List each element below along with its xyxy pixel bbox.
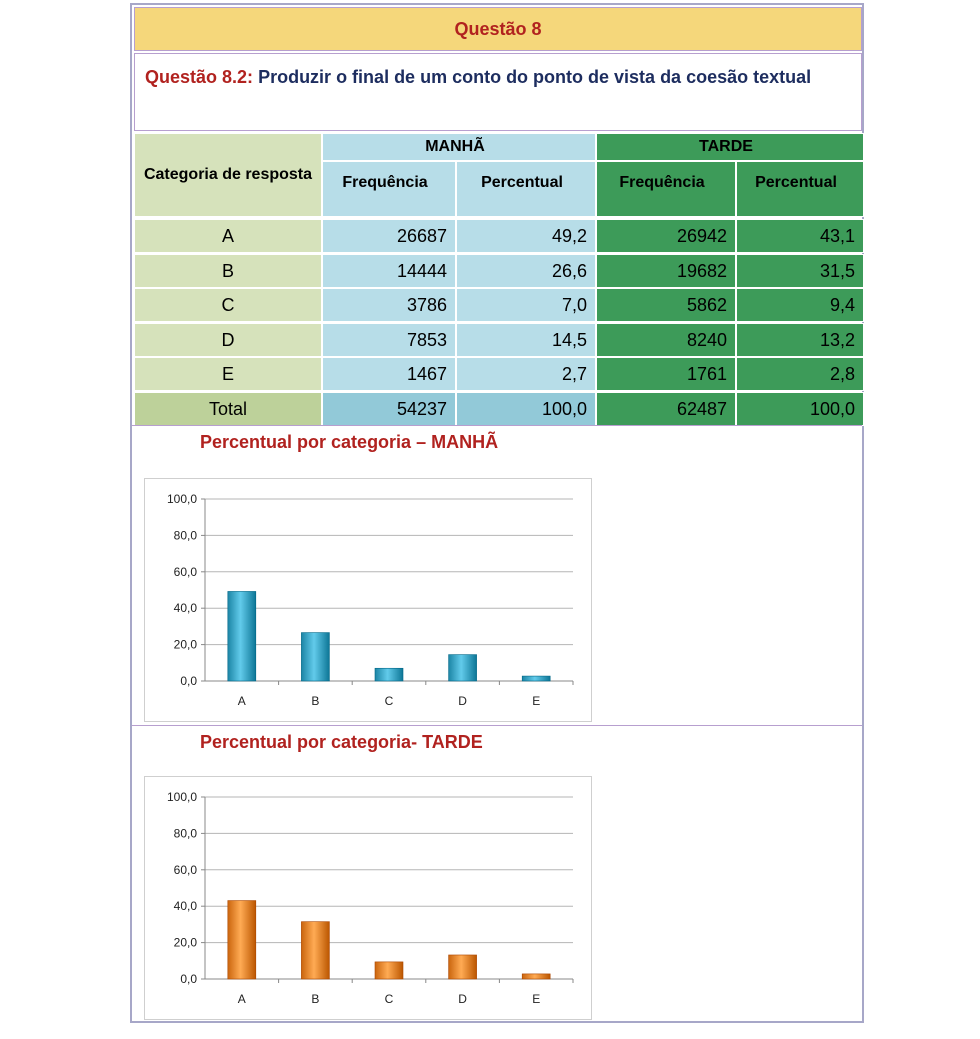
chart-block-manha bbox=[132, 425, 862, 725]
chart-title-manha: Percentual por categoria – MANHÃ bbox=[200, 432, 499, 452]
x-tick-label: B bbox=[311, 694, 320, 708]
table-row-category: B bbox=[134, 254, 322, 288]
table-row-category: C bbox=[134, 288, 322, 322]
y-tick-label: 40,0 bbox=[173, 899, 197, 914]
x-tick-label: C bbox=[384, 694, 394, 708]
group-header-tarde: TARDE bbox=[596, 133, 864, 161]
bar-A bbox=[228, 591, 256, 681]
table-row-category: A bbox=[134, 219, 322, 253]
table-cell-m-pct: 2,7 bbox=[456, 357, 596, 391]
table-cell-t-freq: 8240 bbox=[596, 323, 736, 357]
question-text: Produzir o final de um conto do ponto de vista da coesão textual bbox=[258, 67, 812, 87]
subheader-manha-frequencia: Frequência bbox=[322, 161, 456, 217]
y-tick-label: 20,0 bbox=[173, 935, 197, 950]
chart-title-tarde: Percentual por categoria- TARDE bbox=[200, 732, 483, 752]
panel-title: Questão 8 bbox=[134, 7, 862, 51]
bar-C bbox=[375, 668, 403, 681]
x-tick-label: E bbox=[532, 694, 541, 708]
table-cell-m-freq: 3786 bbox=[322, 288, 456, 322]
bar-C bbox=[375, 962, 403, 979]
x-tick-label: C bbox=[384, 992, 394, 1006]
total-cell-m-freq: 54237 bbox=[322, 392, 456, 426]
question-panel bbox=[130, 3, 864, 1023]
x-tick-label: A bbox=[237, 694, 246, 708]
y-tick-label: 0,0 bbox=[180, 674, 197, 688]
table-cell-m-pct: 7,0 bbox=[456, 288, 596, 322]
bar-E bbox=[522, 676, 550, 681]
y-tick-label: 60,0 bbox=[173, 862, 197, 877]
subheader-tarde-percentual: Percentual bbox=[736, 161, 864, 217]
subheader-tarde-frequencia: Frequência bbox=[596, 161, 736, 217]
bar-B bbox=[301, 922, 329, 979]
table-cell-t-pct: 43,1 bbox=[736, 219, 864, 253]
bar-D bbox=[449, 955, 477, 979]
question-statement bbox=[134, 53, 862, 131]
total-cell-t-freq: 62487 bbox=[596, 392, 736, 426]
category-header: Categoria de resposta bbox=[134, 133, 322, 217]
total-cell-t-pct: 100,0 bbox=[736, 392, 864, 426]
group-header-manha: MANHÃ bbox=[322, 133, 596, 161]
x-tick-label: B bbox=[311, 992, 320, 1006]
y-tick-label: 60,0 bbox=[173, 564, 197, 579]
bar-B bbox=[301, 633, 329, 681]
x-tick-label: D bbox=[458, 992, 467, 1006]
table-row-category: E bbox=[134, 357, 322, 391]
table-cell-t-pct: 2,8 bbox=[736, 357, 864, 391]
table-cell-m-freq: 14444 bbox=[322, 254, 456, 288]
table-cell-m-freq: 1467 bbox=[322, 357, 456, 391]
total-cell-m-pct: 100,0 bbox=[456, 392, 596, 426]
bar-chart-tarde bbox=[144, 776, 592, 1020]
x-tick-label: A bbox=[237, 992, 246, 1006]
x-tick-label: D bbox=[458, 694, 467, 708]
table-cell-t-pct: 13,2 bbox=[736, 323, 864, 357]
table-cell-t-freq: 1761 bbox=[596, 357, 736, 391]
bar-E bbox=[522, 974, 550, 979]
chart-svg-manha bbox=[145, 479, 593, 723]
table-cell-t-freq: 5862 bbox=[596, 288, 736, 322]
table-cell-m-freq: 7853 bbox=[322, 323, 456, 357]
y-tick-label: 100,0 bbox=[166, 790, 197, 804]
table-cell-t-pct: 9,4 bbox=[736, 288, 864, 322]
table-cell-m-pct: 26,6 bbox=[456, 254, 596, 288]
chart-block-tarde bbox=[132, 725, 862, 1021]
y-tick-label: 40,0 bbox=[173, 601, 197, 616]
table-cell-t-freq: 19682 bbox=[596, 254, 736, 288]
bar-D bbox=[449, 655, 477, 681]
y-tick-label: 20,0 bbox=[173, 637, 197, 652]
y-tick-label: 80,0 bbox=[173, 826, 197, 841]
question-label: Questão 8.2: bbox=[145, 67, 254, 87]
table-cell-t-freq: 26942 bbox=[596, 219, 736, 253]
table-cell-m-pct: 49,2 bbox=[456, 219, 596, 253]
subheader-manha-percentual: Percentual bbox=[456, 161, 596, 217]
y-tick-label: 0,0 bbox=[180, 972, 197, 986]
y-tick-label: 80,0 bbox=[173, 528, 197, 543]
bar-A bbox=[228, 901, 256, 979]
y-tick-label: 100,0 bbox=[166, 492, 197, 506]
bar-chart-manha bbox=[144, 478, 592, 722]
table-cell-m-freq: 26687 bbox=[322, 219, 456, 253]
x-tick-label: E bbox=[532, 992, 541, 1006]
table-cell-m-pct: 14,5 bbox=[456, 323, 596, 357]
total-label: Total bbox=[134, 392, 322, 426]
chart-svg-tarde bbox=[145, 777, 593, 1021]
table-cell-t-pct: 31,5 bbox=[736, 254, 864, 288]
table-row-category: D bbox=[134, 323, 322, 357]
